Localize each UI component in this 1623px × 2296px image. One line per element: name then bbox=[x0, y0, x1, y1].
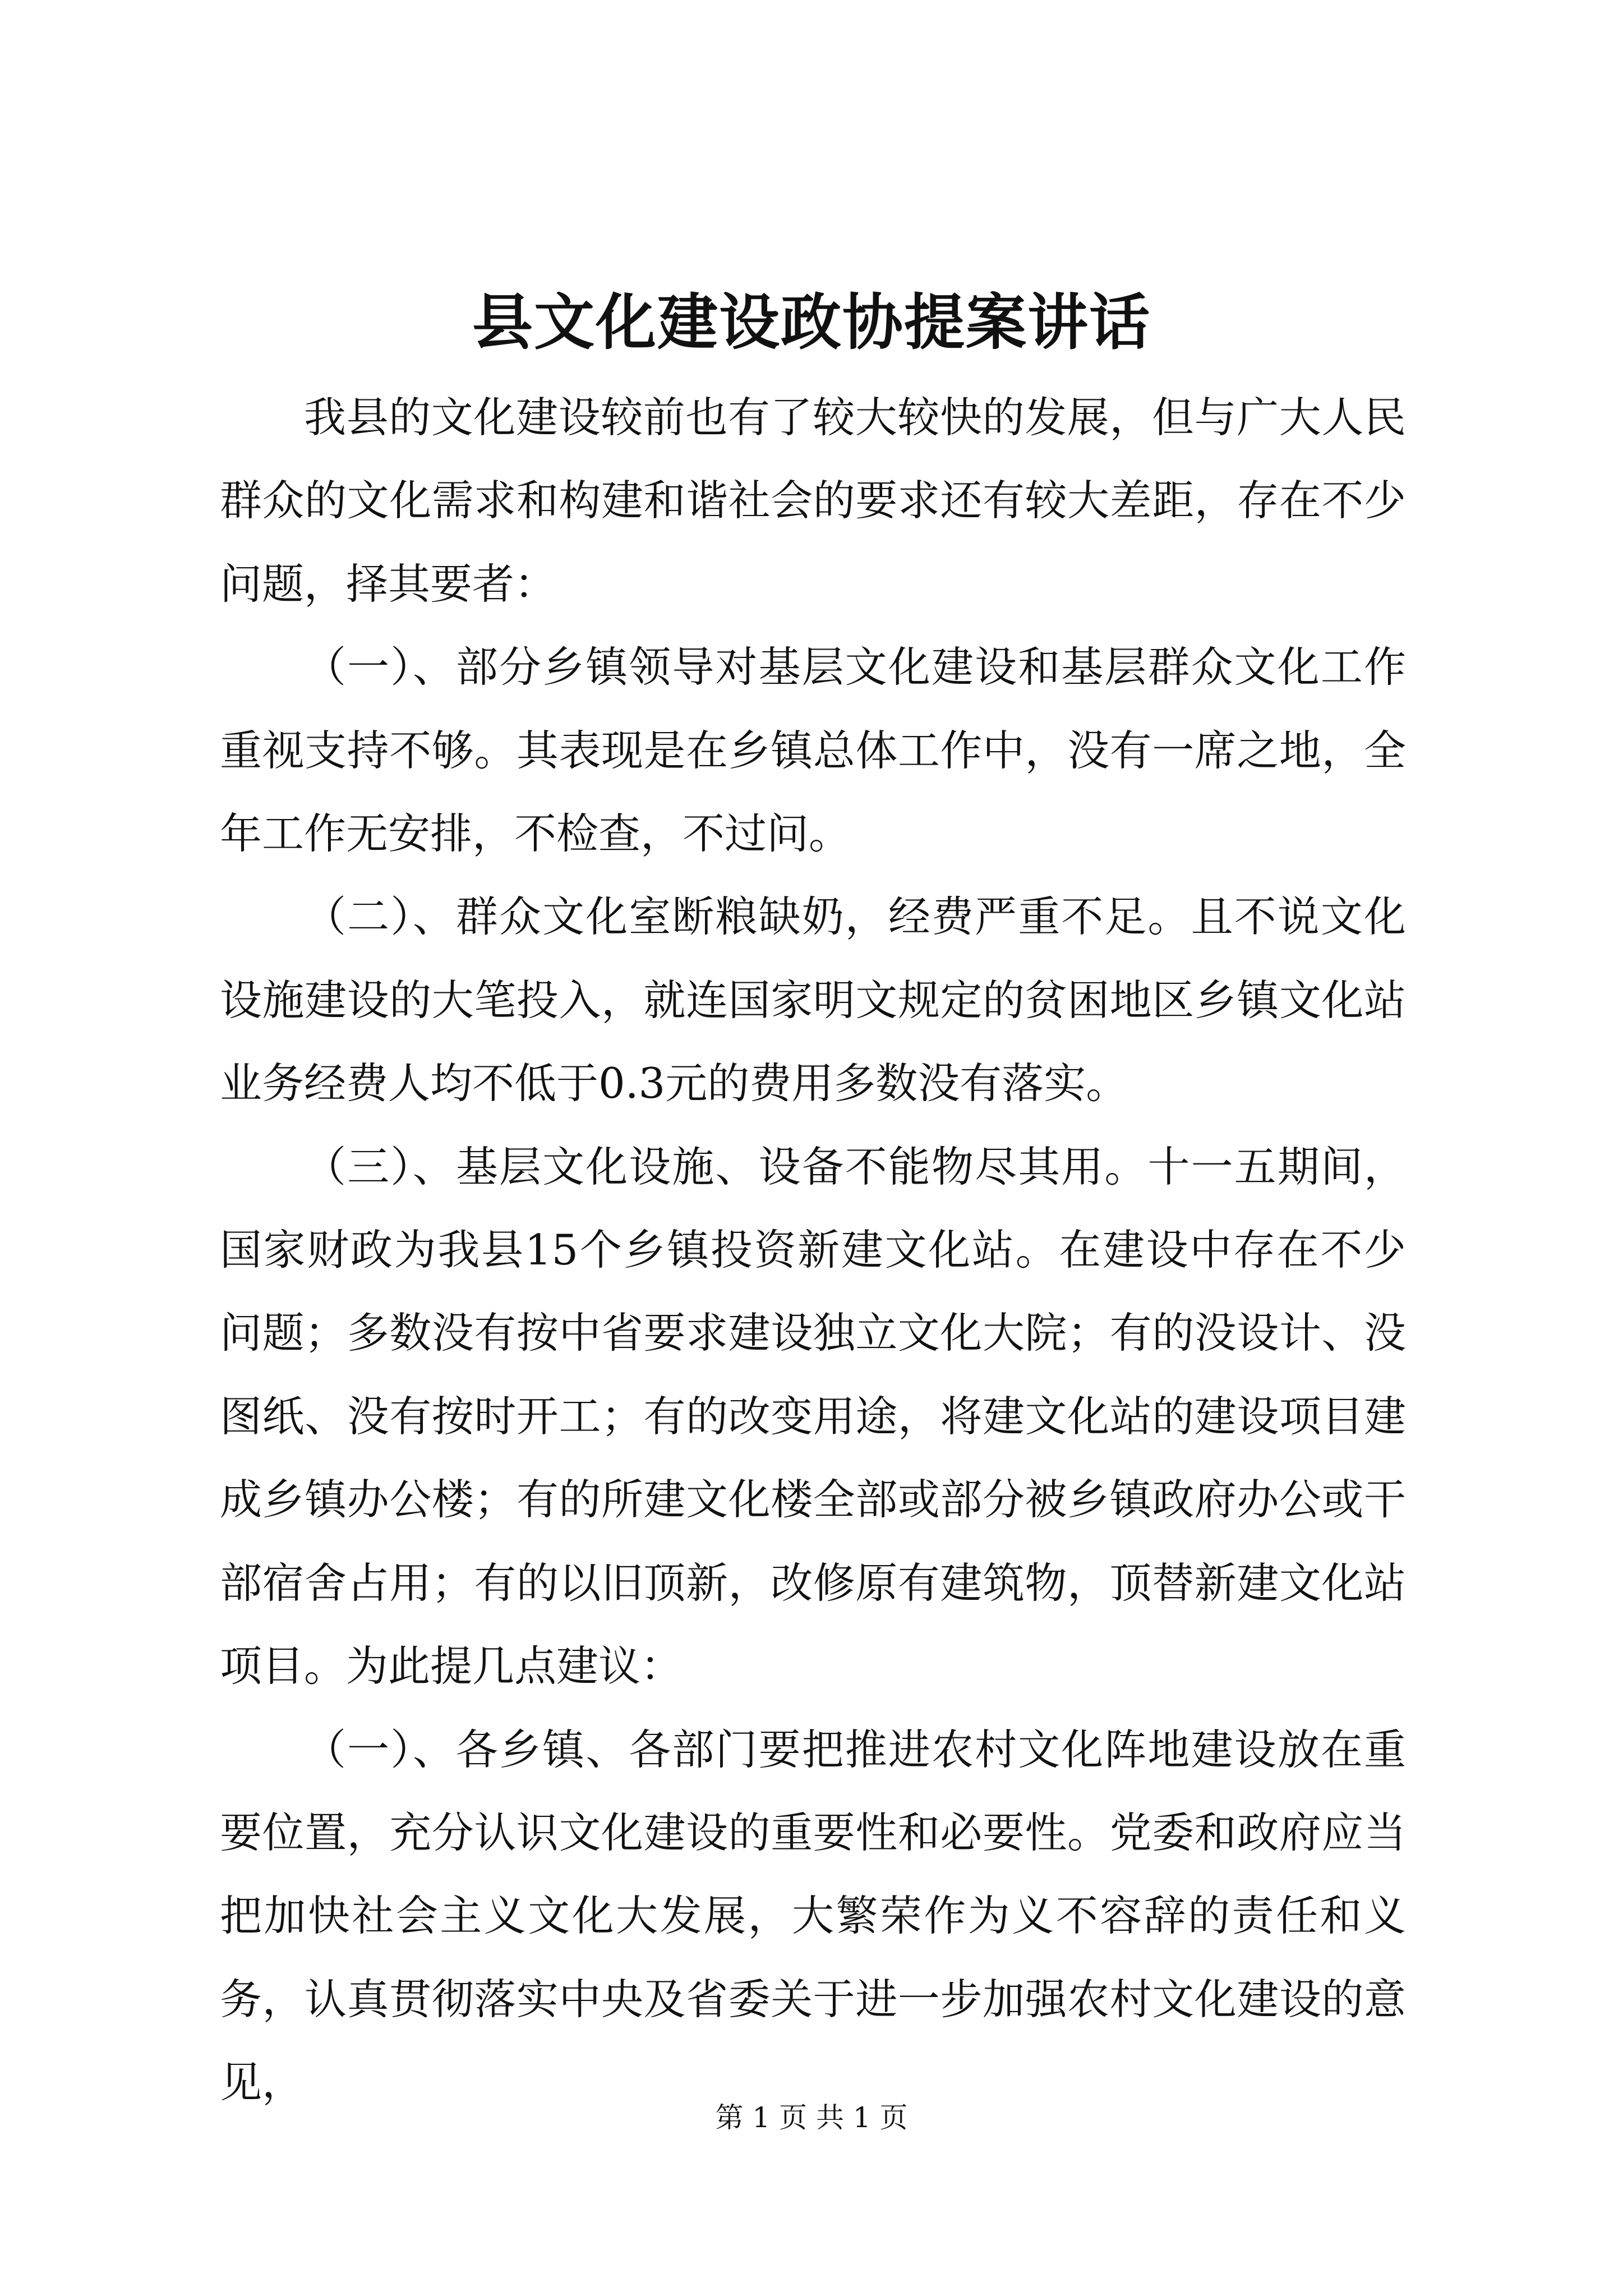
paragraph-suggestion-1: （一）、各乡镇、各部门要把推进农村文化阵地建设放在重要位置，充分认识文化建设的重要性和必要性。党委和政府应当把加快社会主义文化大发展，大繁荣作为义不容辞的责任和义务，认真贯彻落实中央及省委关于进一步加强农村文化建设的意见， bbox=[220, 1724, 1406, 2108]
paragraph-intro: 我县的文化建设较前也有了较大较快的发展，但与广大人民群众的文化需求和构建和谐社会的要求还有较大差距，存在不少问题，择其要者： bbox=[220, 393, 1406, 609]
document-body bbox=[220, 376, 1406, 2124]
paragraph-problem-1: （一）、部分乡镇领导对基层文化建设和基层群众文化工作重视支持不够。其表现是在乡镇总体工作中，没有一席之地，全年工作无安排，不检查，不过问。 bbox=[220, 642, 1406, 859]
paragraph-problem-2: （二）、群众文化室断粮缺奶，经费严重不足。且不说文化设施建设的大笔投入，就连国家明文规定的贫困地区乡镇文化站业务经费人均不低于0.3元的费用多数没有落实。 bbox=[220, 892, 1406, 1108]
paragraph-problem-3: （三）、基层文化设施、设备不能物尽其用。十一五期间，国家财政为我县15个乡镇投资新建文化站。在建设中存在不少问题；多数没有按中省要求建设独立文化大院；有的没设计、没图纸、没有按时开工；有的改变用途，将建文化站的建设项目建成乡镇办公楼；有的所建文化楼全部或部分被乡镇政府办公或干部宿舍占用；有的以旧顶新，改修原有建筑物，顶替新建文化站项目。为此提几点建议： bbox=[220, 1142, 1406, 1691]
document-title: 县文化建设政协提案讲话 bbox=[472, 287, 1151, 358]
page-footer: 第 1 页 共 1 页 bbox=[715, 2101, 908, 2134]
